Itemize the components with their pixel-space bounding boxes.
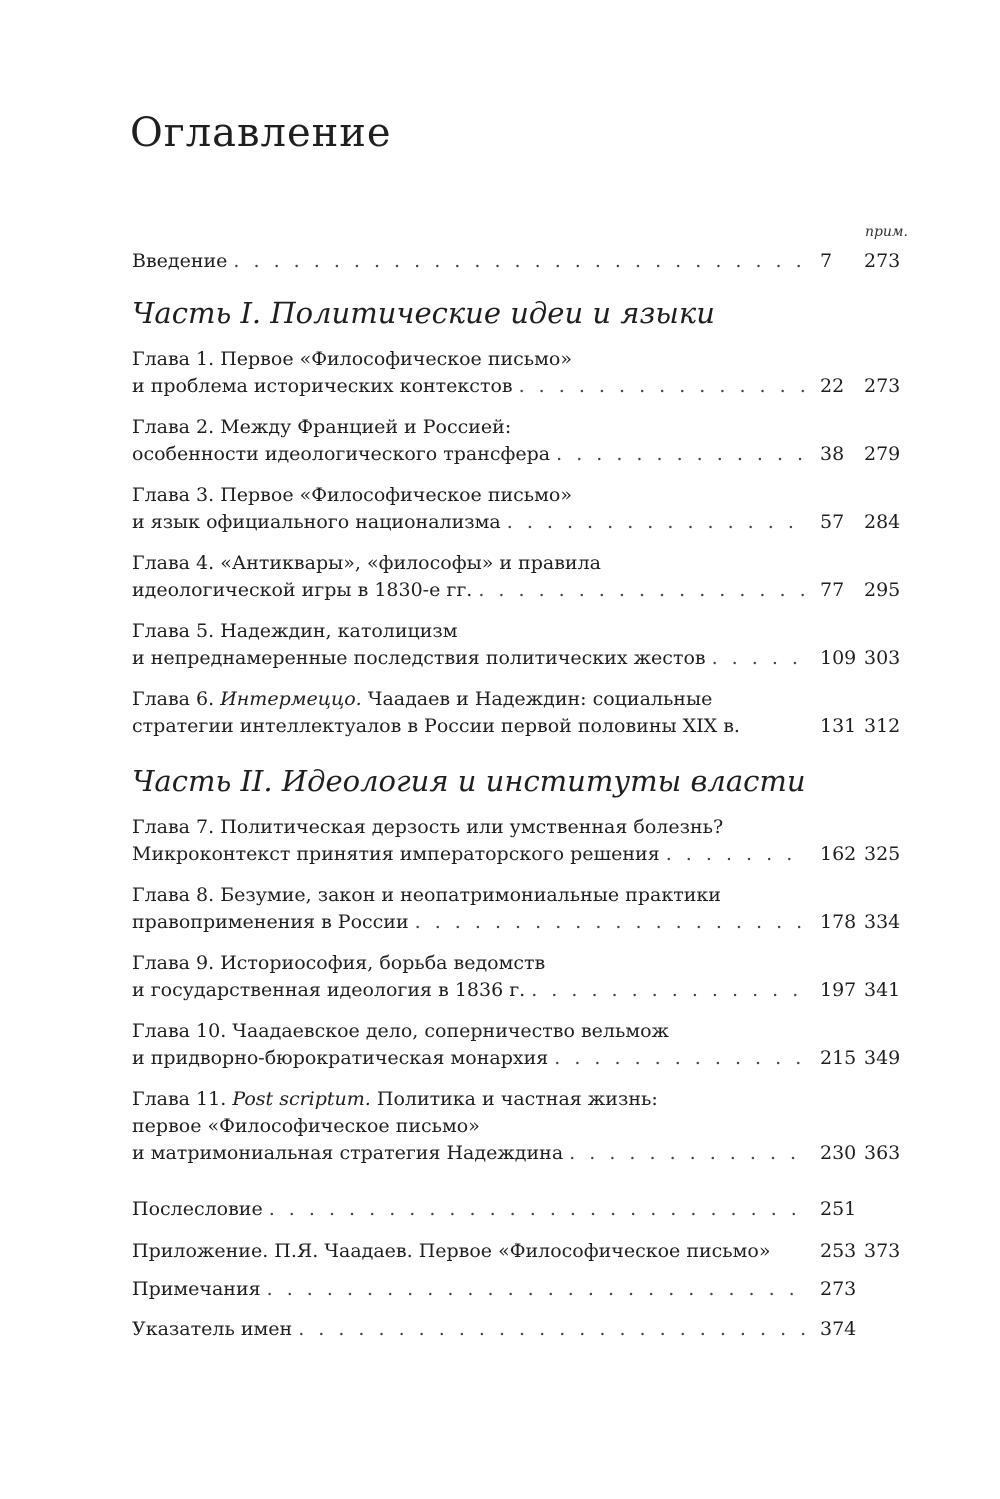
notes-page-number: 279	[864, 443, 901, 465]
chapter-title-line	[132, 686, 712, 713]
chapter-subtitle-italic: Post scriptum.	[232, 1088, 371, 1110]
toc-entry-chapter-10[interactable]	[132, 1018, 932, 1072]
chapter-title-line: стратегии интеллектуалов в России первой половины XIX в.	[132, 715, 740, 737]
toc-entry-chapter-8[interactable]	[132, 882, 932, 936]
toc-entry-chapter-5[interactable]	[132, 618, 932, 672]
page-number: 374	[820, 1318, 857, 1340]
page-number: 197	[820, 979, 857, 1001]
page-number: 7	[820, 250, 833, 272]
chapter-title-line: Глава 9. Историософия, борьба ведомств	[132, 952, 546, 974]
page-number: 230	[820, 1142, 857, 1164]
chapter-title-line: и язык официального национализма	[132, 511, 501, 533]
page-number: 162	[820, 843, 857, 865]
page-number: 251	[820, 1198, 857, 1220]
part-2-heading: Часть II. Идеология и институты власти	[132, 764, 806, 798]
notes-column-label: прим.	[864, 224, 908, 240]
notes-page-number: 273	[864, 375, 901, 397]
page-number: 178	[820, 911, 857, 933]
chapter-title-line: Глава 1. Первое «Философическое письмо»	[132, 348, 572, 370]
toc-entry-chapter-2[interactable]	[132, 414, 932, 468]
chapter-title-line: Глава 5. Надеждин, католицизм	[132, 620, 458, 642]
toc-entry-afterword[interactable]	[132, 1196, 932, 1223]
notes-page-number: 334	[864, 911, 901, 933]
chapter-title-line: и матримониальная стратегия Надеждина	[132, 1142, 564, 1164]
notes-page-number: 303	[864, 647, 901, 669]
toc-entry-label: Примечания	[132, 1278, 261, 1300]
chapter-title-line: первое «Философическое письмо»	[132, 1115, 480, 1137]
dot-leader	[507, 509, 806, 536]
part-1-heading: Часть I. Политические идеи и языки	[132, 296, 715, 330]
chapter-subtitle-italic: Интермеццо.	[220, 688, 362, 710]
chapter-title-line: и государственная идеология в 1836 г.	[132, 979, 526, 1001]
dot-leader	[233, 248, 806, 275]
page-number: 109	[820, 647, 857, 669]
page-number: 22	[820, 375, 845, 397]
toc-entry-index[interactable]	[132, 1316, 932, 1343]
chapter-title-line: и придворно-бюрократическая монархия	[132, 1047, 549, 1069]
toc-entry-label: Послесловие	[132, 1198, 263, 1220]
toc-entry-intro[interactable]	[132, 248, 932, 275]
notes-page-number: 373	[864, 1240, 901, 1262]
toc-entry-chapter-4[interactable]	[132, 550, 932, 604]
chapter-title-line: и проблема исторических контекстов	[132, 375, 513, 397]
chapter-title-line: Глава 3. Первое «Философическое письмо»	[132, 484, 572, 506]
toc-entry-label: Приложение. П.Я. Чаадаев. Первое «Философическое письмо»	[132, 1240, 771, 1262]
chapter-title-line: и непреднамеренные последствия политических жестов	[132, 647, 706, 669]
toc-entry-label: Введение	[132, 250, 228, 272]
chapter-title-line	[132, 1086, 658, 1113]
chapter-title-line: Глава 7. Политическая дерзость или умственная болезнь?	[132, 816, 724, 838]
page-number: 131	[820, 715, 857, 737]
toc-entry-chapter-9[interactable]	[132, 950, 932, 1004]
page-number: 215	[820, 1047, 857, 1069]
notes-page-number: 341	[864, 979, 901, 1001]
notes-page-number: 284	[864, 511, 901, 533]
chapter-title-line: идеологической игры в 1830-е гг.	[132, 579, 473, 601]
toc-entry-chapter-11[interactable]	[132, 1086, 932, 1167]
chapter-title-text: Политика и частная жизнь:	[376, 1088, 658, 1110]
toc-entry-chapter-7[interactable]	[132, 814, 932, 868]
dot-leader	[269, 1196, 806, 1223]
toc-entry-appendix[interactable]	[132, 1238, 932, 1265]
notes-page-number: 325	[864, 843, 901, 865]
chapter-title-line: Микроконтекст принятия императорского решения	[132, 843, 660, 865]
toc-entry-notes[interactable]	[132, 1276, 932, 1303]
dot-leader	[666, 841, 806, 868]
dot-leader	[531, 977, 806, 1004]
page-title: Оглавление	[130, 110, 392, 156]
notes-page-number: 312	[864, 715, 901, 737]
dot-leader	[712, 645, 806, 672]
page-number: 77	[820, 579, 845, 601]
dot-leader	[415, 909, 806, 936]
dot-leader	[569, 1140, 806, 1167]
chapter-number: Глава 6.	[132, 688, 215, 710]
notes-page-number: 295	[864, 579, 901, 601]
notes-page-number: 273	[864, 250, 901, 272]
chapter-title-text: Чаадаев и Надеждин: социальные	[367, 688, 713, 710]
toc-entry-chapter-1[interactable]	[132, 346, 932, 400]
dot-leader	[267, 1276, 806, 1303]
chapter-title-line: Глава 4. «Антиквары», «философы» и правила	[132, 552, 601, 574]
chapter-title-line: Глава 8. Безумие, закон и неопатримониальные практики	[132, 884, 721, 906]
dot-leader	[478, 577, 806, 604]
dot-leader	[554, 1045, 806, 1072]
page-number: 57	[820, 511, 845, 533]
toc-entry-chapter-3[interactable]	[132, 482, 932, 536]
toc-entry-label: Указатель имен	[132, 1318, 293, 1340]
notes-page-number: 349	[864, 1047, 901, 1069]
chapter-title-line: особенности идеологического трансфера	[132, 443, 551, 465]
page-number: 273	[820, 1278, 857, 1300]
dot-leader	[519, 373, 806, 400]
chapter-title-line: Глава 10. Чаадаевское дело, соперничество вельмож	[132, 1020, 670, 1042]
page-number: 253	[820, 1240, 857, 1262]
chapter-number: Глава 11.	[132, 1088, 227, 1110]
chapter-title-line: Глава 2. Между Францией и Россией:	[132, 416, 512, 438]
dot-leader	[556, 441, 806, 468]
chapter-title-line: правоприменения в России	[132, 911, 409, 933]
dot-leader	[298, 1316, 806, 1343]
notes-page-number: 363	[864, 1142, 901, 1164]
page-number: 38	[820, 443, 845, 465]
toc-entry-chapter-6[interactable]	[132, 686, 932, 740]
